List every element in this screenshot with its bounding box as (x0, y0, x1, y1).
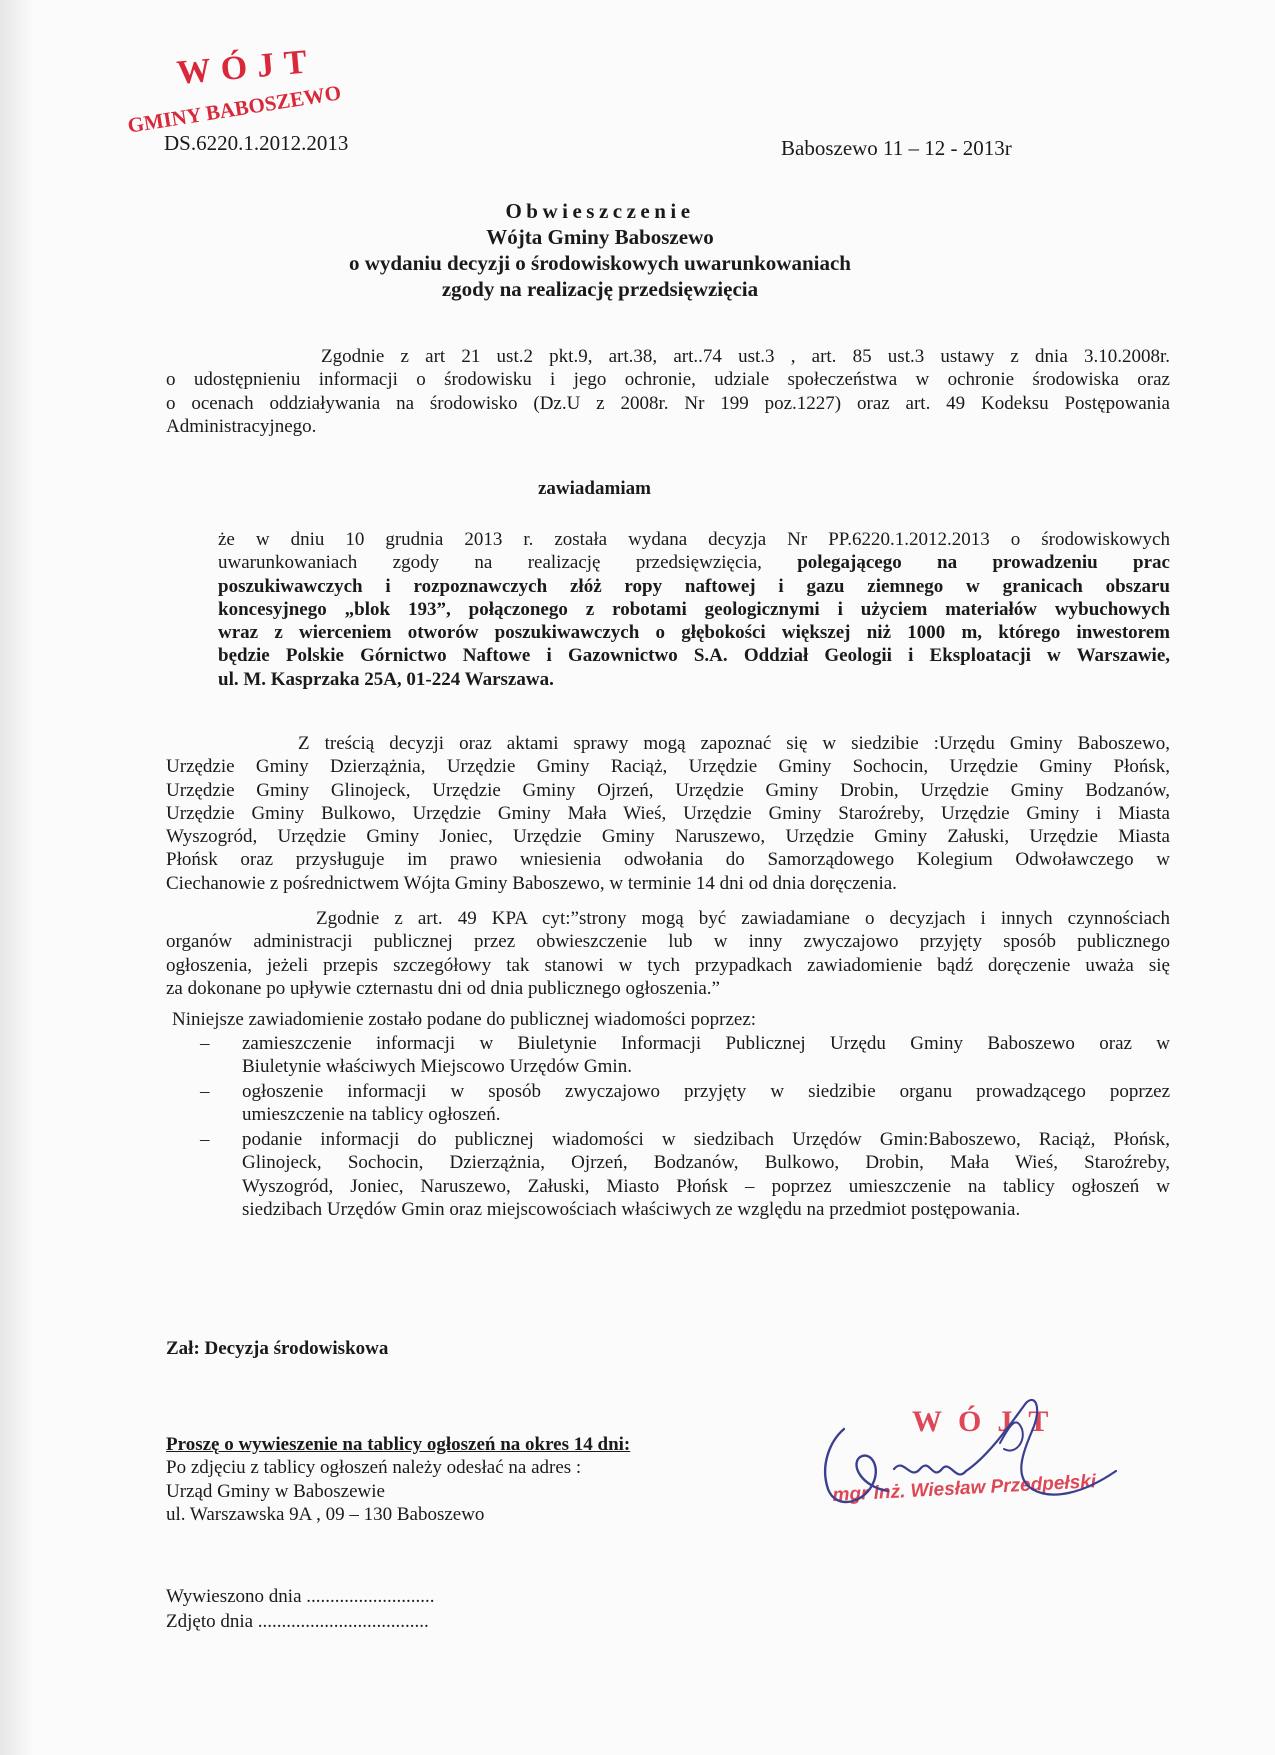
decision-text-bold: polegającego na prowadzeniu prac (797, 552, 1170, 574)
title-obwieszczenie: Obwieszczenie (505, 199, 695, 223)
decision-line (218, 551, 1170, 574)
posting-line: Po zdjęciu z tablicy ogłoszeń należy odesłać na adres : (166, 1457, 582, 1479)
kpa-line: ogłoszenia, jeżeli przepis szczegółowy tak stanowi w tych przypadkach zawiadomienie bądź doręczenie uważa się (166, 954, 1170, 976)
decision-paragraph (218, 528, 1170, 691)
stamp-header-gmina: GMINY BABOSZEWO (125, 80, 343, 138)
legal-basis-line: Administracyjnego. (166, 415, 317, 437)
list-dash: – (200, 1129, 210, 1150)
document-title (300, 198, 900, 302)
decision-text: uwarunkowaniach zgody na realizację przedsięwzięcia, (218, 552, 798, 574)
access-line: Płońsk oraz przysługuje im prawo wniesienia odwołania do Samorządowego Kolegium Odwoławczego w (166, 849, 1170, 871)
removed-on-line: Zdjęto dnia .................................... (166, 1611, 429, 1632)
decision-line: poszukiwawczych i rozpoznawczych złóż ropy naftowej i gazu ziemnego w granicach obszaru (218, 575, 1170, 597)
legal-basis-line: o udostępnieniu informacji o środowisku i jego ochronie, udziale społeczeństwa w ochronie środowiska oraz (166, 369, 1170, 391)
handwritten-signature (800, 1385, 1140, 1525)
publication-item-line: zamieszczenie informacji w Biuletynie Informacji Publicznej Urzędu Gminy Baboszewo oraz w (242, 1033, 1170, 1054)
access-line: Z treścią decyzji oraz aktami sprawy mogą zapoznać się w siedzibie :Urzędu Gminy Baboszewo, (298, 733, 1170, 754)
scan-edge-shadow (0, 0, 34, 1755)
legal-basis-line: o ocenach oddziaływania na środowisko (Dz.U z 2008r. Nr 199 poz.1227) oraz art. 49 Kodeksu Postępowania (166, 392, 1170, 414)
publication-item-line: Wyszogród, Joniec, Naruszewo, Załuski, Miasto Płońsk – poprzez umieszczenie na tablicy ogłoszeń w (242, 1175, 1170, 1197)
kpa-line: Zgodnie z art. 49 KPA cyt:”strony mogą być zawiadamiane o decyzjach i innych czynnościach (316, 908, 1170, 929)
posting-block (166, 1433, 630, 1526)
publication-intro: Niniejsze zawiadomienie zostało podane do publicznej wiadomości poprzez: (172, 1009, 757, 1030)
publication-item-line: podanie informacji do publicznej wiadomości w siedzibach Urzędów Gmin:Baboszewo, Raciąż, Płońsk, (242, 1129, 1170, 1150)
list-dash: – (200, 1081, 210, 1102)
kpa-line: organów administracji publicznej przez obwieszczenie lub w inny zwyczajowo przyjęty sposób publicznego (166, 931, 1170, 953)
access-line: Urzędzie Gminy Glinojeck, Urzędzie Gminy Ojrzeń, Urzędzie Gminy Drobin, Urzędzie Gminy Bodzanów, (166, 779, 1170, 801)
decision-line: będzie Polskie Górnictwo Naftowe i Gazownictwo S.A. Oddział Geologii i Eksploatacji w Warszawie, (218, 645, 1170, 667)
title-subject-1: o wydaniu decyzji o środowiskowych uwarunkowaniach (349, 251, 851, 275)
access-line: Wyszogród, Urzędzie Gminy Joniec, Urzędzie Gminy Naruszewo, Urzędzie Gminy Załuski, Urzędzie Miasta (166, 826, 1170, 848)
kpa-line: za dokonane po upływie czternastu dni od dnia publicznego ogłoszenia.” (166, 977, 720, 999)
publication-item-line: umieszczenie na tablicy ogłoszeń. (242, 1104, 501, 1126)
posting-line: ul. Warszawska 9A , 09 – 130 Baboszewo (166, 1503, 485, 1525)
legal-basis-line: Zgodnie z art 21 ust.2 pkt.9, art.38, art..74 ust.3 , art. 85 ust.3 ustawy z dnia 3.10.2008r. (321, 346, 1170, 367)
access-line: Urzędzie Gminy Bulkowo, Urzędzie Gminy Mała Wieś, Urzędzie Gminy Staroźreby, Urzędzie Gminy i Miasta (166, 802, 1170, 824)
attachment-note: Zał: Decyzja środowiskowa (166, 1338, 389, 1359)
stamp-signature-name: mgr inż. Wiesław Przedpełski (832, 1471, 1097, 1506)
notice-word: zawiadamiam (538, 478, 651, 499)
title-subject-2: zgody na realizację przedsięwzięcia (441, 277, 759, 301)
list-dash: – (200, 1033, 210, 1054)
posting-request: Proszę o wywieszenie na tablicy ogłoszeń na okres 14 dni: (166, 1434, 631, 1455)
access-line: Ciechanowie z pośrednictwem Wójta Gminy Baboszewo, w terminie 14 dni od dnia doręczenia. (166, 872, 897, 894)
posting-line: Urząd Gminy w Baboszewie (166, 1480, 385, 1502)
legal-basis-paragraph (166, 345, 1170, 438)
publication-item-2 (0, 1080, 1275, 1128)
decision-line: wraz z wierceniem otworów poszukiwawczych o głębokości większej niż 1000 m, którego inwestorem (218, 622, 1170, 644)
access-line: Urzędzie Gminy Dzierzążnia, Urzędzie Gminy Raciąż, Urzędzie Gminy Sochocin, Urzędzie Gminy Płońsk, (166, 756, 1170, 778)
place-and-date: Baboszewo 11 – 12 - 2013r (781, 136, 1012, 160)
decision-line: ul. M. Kasprzaka 25A, 01-224 Warszawa. (218, 668, 554, 690)
publication-item-line: siedzibach Urzędów Gmin oraz miejscowościach właściwych ze względu na przedmiot postępowania. (242, 1198, 1021, 1220)
decision-line: że w dniu 10 grudnia 2013 r. została wydana decyzja Nr PP.6220.1.2012.2013 o środowiskowych (218, 529, 1170, 550)
publication-list (0, 1032, 1275, 1224)
stamp-header-wojt: WÓJT (175, 42, 319, 92)
publication-item-3 (0, 1128, 1275, 1224)
reference-number: DS.6220.1.2012.2013 (164, 131, 349, 155)
decision-line: koncesyjnego „blok 193”, połączonego z robotami geologicznymi i użyciem materiałów wybuchowych (218, 598, 1170, 620)
title-issuer: Wójta Gminy Baboszewo (486, 225, 714, 249)
posted-on-line: Wywieszono dnia ........................... (166, 1586, 435, 1607)
publication-item-line: Glinojeck, Sochocin, Dzierzążnia, Ojrzeń, Bodzanów, Bulkowo, Drobin, Mała Wieś, Staroźreby, (242, 1152, 1170, 1174)
publication-item-line: ogłoszenie informacji w sposób zwyczajowo przyjęty w siedzibie organu prowadzącego poprzez (242, 1081, 1170, 1102)
access-paragraph (166, 732, 1170, 895)
publication-item-1 (0, 1032, 1275, 1080)
publication-item-line: Biuletynie właściwych Miejscowo Urzędów Gmin. (242, 1056, 632, 1078)
stamp-signature-wojt: WÓJT (912, 1405, 1065, 1438)
kpa-paragraph (166, 907, 1170, 1000)
